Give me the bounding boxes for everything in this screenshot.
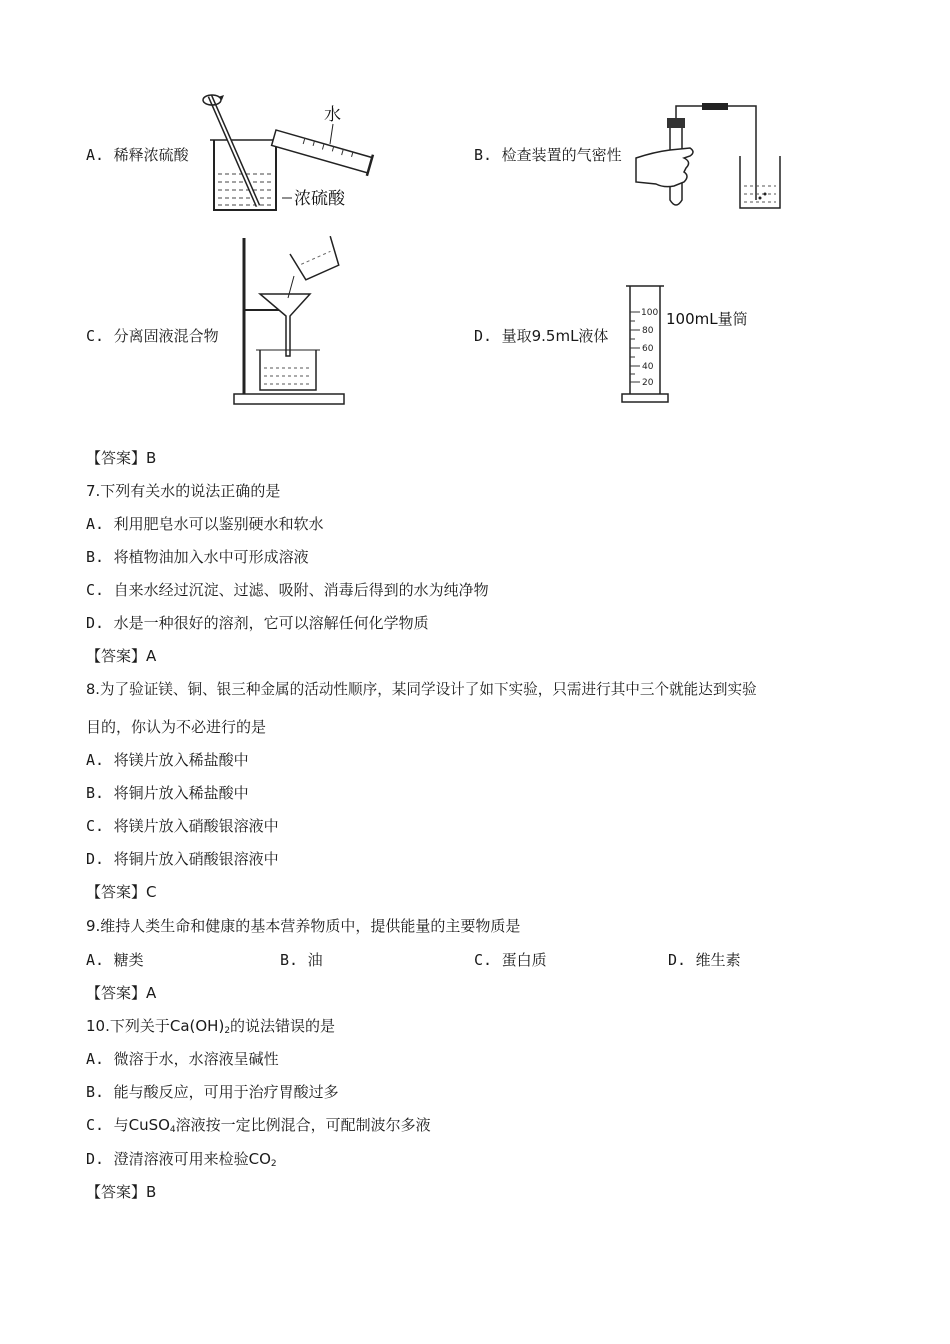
q7-option-a [86, 515, 324, 533]
tick-40: 40 [642, 362, 654, 372]
option-letter: C. [86, 581, 105, 599]
q6-answer: 【答案】B [86, 449, 157, 467]
label-water: 水 [324, 105, 341, 125]
option-letter: D. [668, 951, 687, 969]
option-letter: B. [280, 951, 299, 969]
tick-80: 80 [642, 326, 654, 336]
q10-option-a [86, 1050, 279, 1068]
option-text: 能与酸反应，可用于治疗胃酸过多 [113, 1083, 339, 1101]
option-letter: B. [86, 1083, 105, 1101]
option-text: 量取9.5mL液体 [501, 327, 609, 345]
option-text: 维生素 [695, 951, 741, 969]
q9-answer: 【答案】A [86, 984, 157, 1002]
option-text: 将镁片放入稀盐酸中 [113, 751, 249, 769]
option-text-pre: 澄清溶液可用来检验CO [113, 1150, 271, 1168]
option-letter: C. [86, 817, 105, 835]
figure-graduated-cylinder [620, 282, 780, 408]
option-letter: A. [86, 515, 105, 533]
option-text-pre: 与CuSO [113, 1116, 170, 1134]
q7-option-b [86, 548, 309, 566]
option-letter: A. [86, 951, 105, 969]
option-text: 利用肥皂水可以鉴别硬水和软水 [113, 515, 324, 533]
option-subscript: 2 [270, 1159, 277, 1169]
option-text: 分离固液混合物 [113, 327, 219, 345]
q8-option-c [86, 817, 279, 835]
option-text: 将铜片放入硝酸银溶液中 [113, 850, 279, 868]
option-letter: B. [86, 548, 105, 566]
option-letter: B. [474, 146, 493, 164]
option-text: 糖类 [113, 951, 144, 969]
q9-stem: 9.维持人类生命和健康的基本营养物质中，提供能量的主要物质是 [86, 917, 521, 935]
option-text: 水是一种很好的溶剂，它可以溶解任何化学物质 [113, 614, 429, 632]
q8-option-d [86, 850, 279, 868]
option-letter: A. [86, 1050, 105, 1068]
q8-option-a [86, 751, 249, 769]
label-conc-sulfuric-acid: 浓硫酸 [294, 189, 345, 209]
q10-stem [86, 1017, 335, 1040]
q9-option-d [668, 951, 741, 969]
q8-stem-line1: 8.为了验证镁、铜、银三种金属的活动性顺序，某同学设计了如下实验，只需进行其中三个就能达到实验 [86, 681, 757, 698]
tick-60: 60 [642, 344, 654, 354]
option-letter: C. [86, 327, 105, 345]
q6-option-a [86, 146, 189, 164]
stem-post: 的说法错误的是 [230, 1017, 336, 1035]
option-letter: B. [86, 784, 105, 802]
option-letter: D. [474, 327, 493, 345]
q8-answer: 【答案】C [86, 883, 157, 901]
option-subscript: 4 [169, 1125, 176, 1135]
q6-option-d [474, 327, 608, 345]
q7-option-d [86, 614, 429, 632]
q7-stem: 7.下列有关水的说法正确的是 [86, 482, 281, 500]
option-letter: C. [474, 951, 493, 969]
figure-airtightness-check [634, 100, 784, 215]
option-text: 蛋白质 [501, 951, 547, 969]
q8-stem-line2: 目的，你认为不必进行的是 [86, 718, 267, 736]
figure-filtration [230, 236, 348, 408]
option-text: 将镁片放入硝酸银溶液中 [113, 817, 279, 835]
option-text: 稀释浓硫酸 [113, 146, 189, 164]
tick-100: 100 [641, 308, 659, 318]
q6-option-c [86, 327, 219, 345]
option-letter: A. [86, 751, 105, 769]
q8-option-b [86, 784, 249, 802]
option-letter: A. [86, 146, 105, 164]
q10-option-b [86, 1083, 339, 1101]
option-text: 微溶于水，水溶液呈碱性 [113, 1050, 279, 1068]
option-text: 自来水经过沉淀、过滤、吸附、消毒后得到的水为纯净物 [113, 581, 489, 599]
option-text: 油 [307, 951, 323, 969]
option-text-post: 溶液按一定比例混合，可配制波尔多液 [175, 1116, 431, 1134]
q9-option-b [280, 951, 323, 969]
option-text: 将植物油加入水中可形成溶液 [113, 548, 309, 566]
q10-option-c [86, 1116, 431, 1139]
option-letter: C. [86, 1116, 105, 1134]
stem-subscript: 2 [224, 1026, 231, 1036]
q10-option-d [86, 1150, 277, 1173]
label-100ml-cylinder: 100mL量筒 [666, 310, 748, 328]
q7-answer: 【答案】A [86, 647, 157, 665]
q9-option-c [474, 951, 547, 969]
option-letter: D. [86, 1150, 105, 1168]
q7-option-c [86, 581, 489, 599]
option-letter: D. [86, 850, 105, 868]
option-letter: D. [86, 614, 105, 632]
option-text: 将铜片放入稀盐酸中 [113, 784, 249, 802]
option-text: 检查装置的气密性 [501, 146, 622, 164]
q10-answer: 【答案】B [86, 1183, 157, 1201]
tick-20: 20 [642, 378, 654, 388]
stem-pre: 10.下列关于Ca(OH) [86, 1017, 225, 1035]
q6-option-b [474, 146, 622, 164]
figure-dilute-sulfuric-acid [196, 86, 386, 214]
q9-option-a [86, 951, 144, 969]
